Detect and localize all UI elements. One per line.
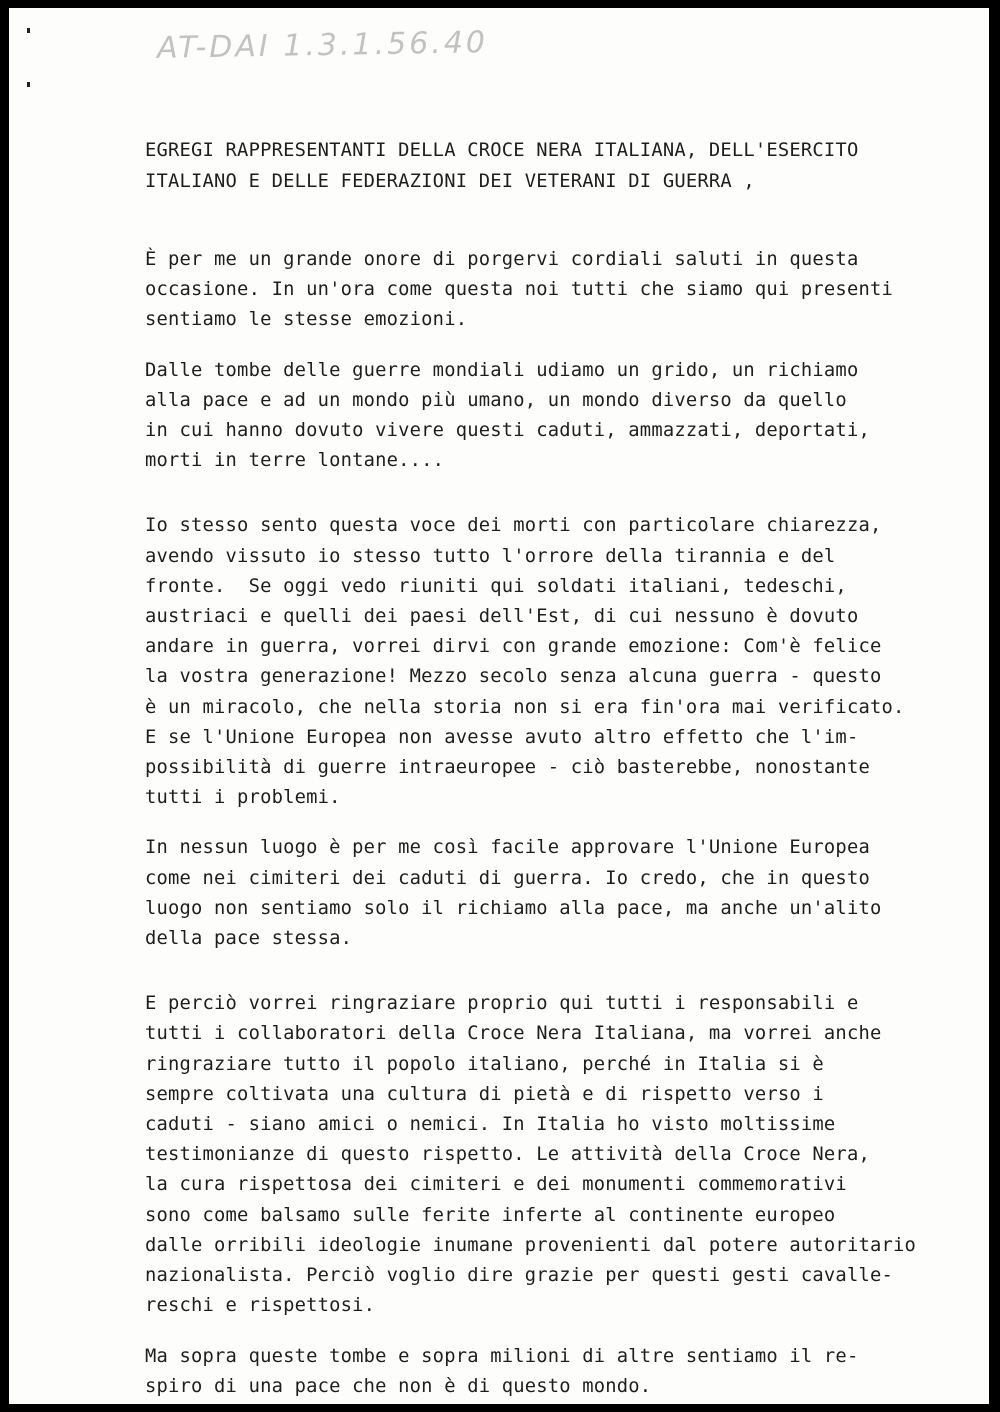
text-line: fronte. Se oggi vedo riuniti qui soldati italiani, tedeschi, [145,575,847,597]
text-line: È per me un grande onore di porgervi cordiali saluti in questa [145,249,859,270]
salutation-line: EGREGI RAPPRESENTANTI DELLA CROCE NERA ITALIANA, DELL'ESERCITO [145,140,859,161]
text-line: austriaci e quelli dei paesi dell'Est, di cui nessuno è dovuto [145,606,859,628]
text-line: la vostra generazione! Mezzo secolo senza alcuna guerra - questo [145,666,882,688]
punch-mark-bottom [27,82,30,87]
archive-reference-stamp: AT-DAI 1.3.1.56.40 [156,25,489,66]
text-line: tutti i problemi. [145,787,341,809]
text-line: Dalle tombe delle guerre mondiali udiamo un grido, un richiamo [145,359,859,381]
text-line: la cura rispettosa dei cimiteri e dei monumenti commemorativi [145,1174,847,1196]
text-line: morti in terre lontane.... [145,450,445,472]
text-line: sono come balsamo sulle ferite inferte al continente europeo [145,1204,836,1226]
paragraph-thanks [145,989,965,1321]
text-line: luogo non sentiamo solo il richiamo alla pace, ma anche un'alito [145,897,882,919]
letter-body [145,136,965,1404]
punch-mark-top [27,28,30,33]
text-line: della pace stessa. [145,928,353,950]
salutation [145,136,965,197]
text-line: avendo vissuto io stesso tutto l'orrore della tirannia e del [145,545,836,567]
text-line: testimonianze di questo rispetto. Le attività della Croce Nera, [145,1144,870,1166]
text-line: come nei cimiteri dei caduti di guerra. Io credo, che in questo [145,867,870,889]
text-line: sentiamo le stesse emozioni. [145,309,468,331]
text-line: andare in guerra, vorrei dirvi con grande emozione: Com'è felice [145,636,882,658]
document-page [9,8,989,1404]
paragraph-graves [145,356,965,477]
text-line: occasione. In un'ora come questa noi tutti che siamo qui presenti [145,279,893,301]
text-line: sempre coltivata una cultura di pietà e di rispetto verso i [145,1083,824,1105]
text-line: caduti - siano amici o nemici. In Italia ho visto moltissime [145,1114,836,1136]
text-line: possibilità di guerre intraeuropee - ciò basterebbe, nonostante [145,757,870,779]
text-line: dalle orribili ideologie inumane provenienti dal potere autoritario [145,1234,916,1256]
text-line: In nessun luogo è per me così facile approvare l'Unione Europea [145,837,870,859]
paragraph-closing [145,1342,965,1402]
text-line: nazionalista. Perciò voglio dire grazie per questi gesti cavalle- [145,1265,893,1287]
text-line: reschi e rispettosi. [145,1295,376,1317]
paragraph-greeting [145,245,965,336]
text-line: E perciò vorrei ringraziare proprio qui tutti i responsabili e [145,993,859,1015]
text-line: spiro di una pace che non è di questo mondo. [145,1375,652,1397]
paragraph-voice-of-dead [145,511,965,813]
text-line: in cui hanno dovuto vivere questi caduti, ammazzati, deportati, [145,420,870,442]
text-line: E se l'Unione Europea non avesse avuto altro effetto che l'im- [145,726,859,748]
text-line: alla pace e ad un mondo più umano, un mondo diverso da quello [145,389,847,411]
text-line: ringraziare tutto il popolo italiano, perché in Italia si è [145,1053,824,1075]
text-line: Io stesso sento questa voce dei morti con particolare chiarezza, [145,515,882,537]
salutation-line: ITALIANO E DELLE FEDERAZIONI DEI VETERANI DI GUERRA , [145,170,755,192]
text-line: Ma sopra queste tombe e sopra milioni di altre sentiamo il re- [145,1345,859,1367]
text-line: tutti i collaboratori della Croce Nera Italiana, ma vorrei anche [145,1023,882,1045]
paragraph-european-union [145,833,965,954]
text-line: è un miracolo, che nella storia non si era fin'ora mai verificato. [145,696,905,718]
